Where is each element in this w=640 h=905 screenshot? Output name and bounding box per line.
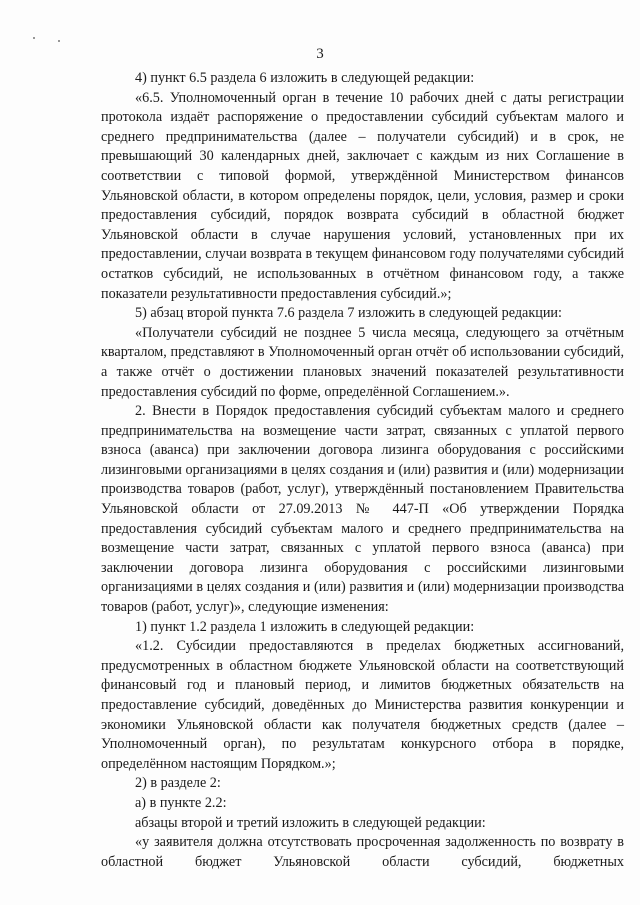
paragraph-item-5: 5) абзац второй пункта 7.6 раздела 7 изложить в следующей редакции: (135, 305, 562, 322)
paragraph-quote-1-2: «1.2. Субсидии предоставляются в пределах бюджетных ассигнований, предусмотренных в областном бюджете Ульяновской области на соответствующий финансовый год и плановый период, и лимитов бюджетных обязательств на предоставление субсидий, доведённых до Министерства развития конкуренции и экономики Ульяновской области как получателя бюджетных средств (далее – Уполномоченный орган), по результатам конкурсного отбора в порядке, определённом настоящим Порядком.»; (101, 638, 624, 772)
document-body (101, 69, 624, 872)
paragraph-quote-recipients: «Получатели субсидий не позднее 5 числа месяца, следующего за отчётным кварталом, представляют в Уполномоченный орган отчёт об использовании субсидий, а также отчёт о достижении плановых значений показателей результативности предоставления субсидий по форме, определённой Соглашением.». (101, 324, 624, 400)
scan-speck (33, 37, 35, 39)
paragraph-quote-6-5: «6.5. Уполномоченный орган в течение 10 рабочих дней с даты регистрации протокола издаёт распоряжение о предоставлении субсидий субъектам малого и среднего предпринимательства (далее – получатели субсидий) и в срок, не превышающий 30 календарных дней, заключает с каждым из них Соглашение в соответствии с типовой формой, утверждённой Министерством финансов Ульяновской области, в котором определены порядок, цели, условия, размер и сроки предоставления субсидий, порядок возврата субсидий в областной бюджет Ульяновской области в случае нарушения условий, установленных при их предоставлении, случаи возврата в текущем финансовом году получателями субсидий остатков субсидий, не использованных в отчётном финансовом году, а также показатели результативности предоставления субсидий.»; (101, 89, 624, 302)
paragraph-quote-applicant: «у заявителя должна отсутствовать просроченная задолженность по возврату в областной бюджет Ульяновской области субсидий, бюджетных (101, 834, 624, 870)
paragraph-item-a: а) в пункте 2.2: (135, 794, 227, 811)
paragraph-item-2: 2) в разделе 2: (135, 775, 221, 792)
paragraph-section-2: 2. Внести в Порядок предоставления субсидий субъектам малого и среднего предпринимательства на возмещение части затрат, связанных с уплатой первого взноса (аванса) при заключении договора лизинга оборудования с российскими лизинговыми организациями в целях создания и (или) развития и (или) модернизации производства товаров (работ, услуг), утверждённый постановлением Правительства Ульяновской области от 27.09.2013 № 447-П «Об утверждении Порядка предоставления субсидий субъектам малого и среднего предпринимательства на возмещение части затрат, связанных с уплатой первого взноса (аванса) при заключении договора лизинга оборудования с российскими лизинговыми организациями в целях создания и (или) развития и (или) модернизации производства товаров (работ, услуг)», следующие изменения: (101, 403, 624, 616)
paragraph-item-1: 1) пункт 1.2 раздела 1 изложить в следующей редакции: (135, 618, 475, 635)
paragraph-item-4: 4) пункт 6.5 раздела 6 изложить в следующей редакции: (135, 70, 475, 86)
paragraph-abzacy: абзацы второй и третий изложить в следующей редакции: (135, 814, 486, 831)
page-number: 3 (316, 46, 324, 62)
scan-speck (58, 40, 60, 42)
